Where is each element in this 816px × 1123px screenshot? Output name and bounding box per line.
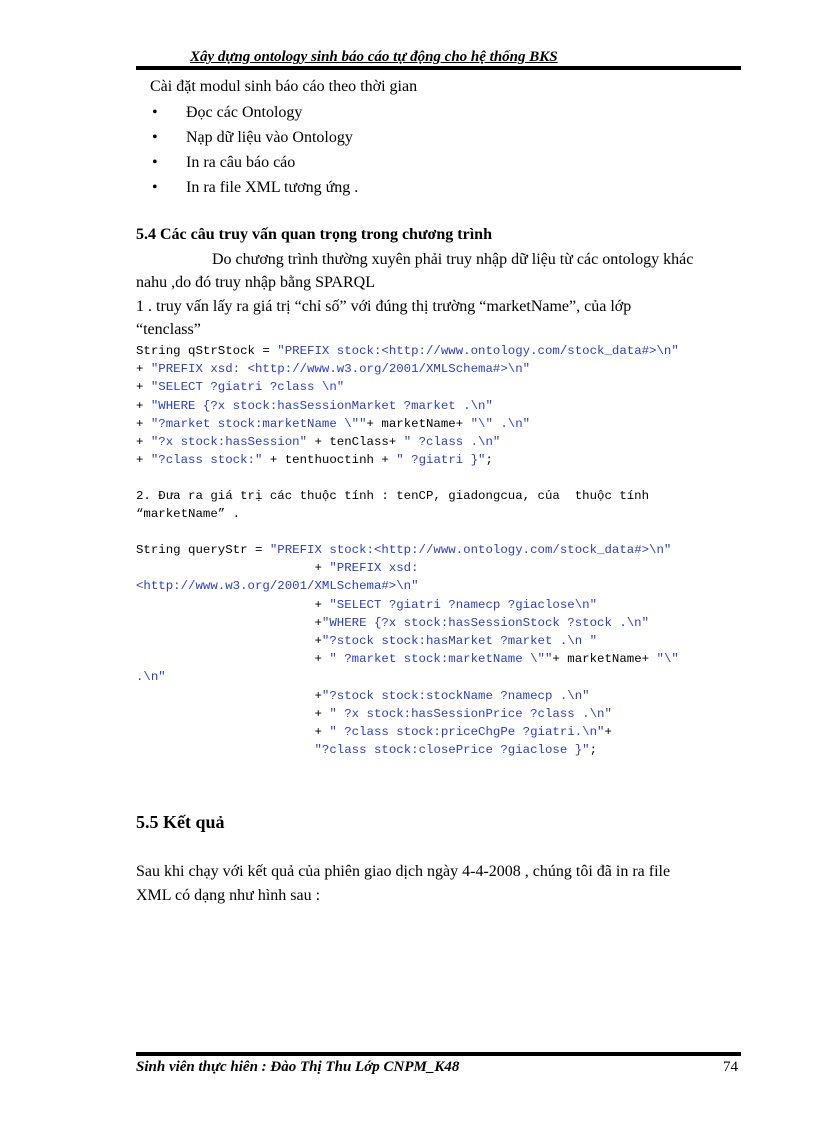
paragraph-line: XML có dạng như hình sau : xyxy=(136,887,321,904)
list-item: • Đọc các Ontology xyxy=(152,100,358,125)
code-line: + " ?market stock:marketName \""+ marketName+ "\" xyxy=(136,652,679,667)
page-header-title: Xây dựng ontology sinh báo cáo tự động cho hệ thống BKS xyxy=(190,49,558,65)
bullet-icon: • xyxy=(152,129,158,146)
section-heading-5-5: 5.5 Kết quả xyxy=(136,812,225,832)
paragraph-line: Sau khi chạy với kết quả của phiên giao dịch ngày 4-4-2008 , chúng tôi đã in ra file xyxy=(136,863,671,880)
code-block-query-2 xyxy=(136,541,679,759)
bullet-icon: • xyxy=(152,179,158,196)
query-item-1-title-cont: “tenclass” xyxy=(136,321,201,338)
paragraph-line: Do chương trình thường xuyên phải truy nhập dữ liệu từ các ontology khác xyxy=(212,251,694,268)
query-item-2-title: 2. Đưa ra giá trị các thuộc tính : tenCP, giadongcua, của thuộc tính “marketName” . xyxy=(136,489,650,522)
bullet-icon: • xyxy=(152,104,158,121)
code-line: + "?market stock:marketName \""+ marketName+ "\" .\n" xyxy=(136,416,531,431)
code-line: +"?stock stock:hasMarket ?market .\n " xyxy=(136,634,598,649)
code-line: + "WHERE {?x stock:hasSessionMarket ?market .\n" xyxy=(136,398,493,413)
code-line: +"WHERE {?x stock:hasSessionStock ?stock .\n" xyxy=(136,615,650,630)
paragraph-line: nahu ,do đó truy nhập bằng SPARQL xyxy=(136,274,375,291)
footer-rule xyxy=(136,1052,741,1056)
header-rule xyxy=(136,66,741,70)
code-line: + "PREFIX xsd: <http://www.w3.org/2001/XMLSchema#>\n" xyxy=(136,362,531,377)
code-line: + "PREFIX xsd: xyxy=(136,561,419,576)
code-line: + "SELECT ?giatri ?namecp ?giaclose\n" xyxy=(136,597,598,612)
list-item: • In ra file XML tương ứng . xyxy=(152,175,358,200)
section-heading-5-4: 5.4 Các câu truy vấn quan trọng trong chương trình xyxy=(136,226,492,243)
footer-author: Sinh viên thực hiên : Đào Thị Thu Lớp CNPM_K48 xyxy=(136,1059,460,1075)
page-number: 74 xyxy=(723,1059,738,1075)
code-line: .\n" xyxy=(136,670,166,685)
code-line: String queryStr = "PREFIX stock:<http://www.ontology.com/stock_data#>\n" xyxy=(136,543,672,557)
code-block-query-1 xyxy=(136,342,679,469)
bullet-icon: • xyxy=(152,154,158,171)
intro-bullet-list xyxy=(152,100,358,200)
code-line: +"?stock stock:stockName ?namecp .\n" xyxy=(136,688,590,703)
code-line: + "?x stock:hasSession" + tenClass+ " ?class .\n" xyxy=(136,435,501,450)
code-line: <http://www.w3.org/2001/XMLSchema#>\n" xyxy=(136,579,419,594)
query-item-1-title: 1 . truy vấn lấy ra giá trị “chỉ số” với đúng thị trường “marketName”, của lớp xyxy=(136,298,632,315)
code-line: + " ?x stock:hasSessionPrice ?class .\n" xyxy=(136,706,612,721)
code-line: String qStrStock = "PREFIX stock:<http://www.ontology.com/stock_data#>\n" xyxy=(136,344,679,358)
list-item: • In ra câu báo cáo xyxy=(152,150,358,175)
code-line: "?class stock:closePrice ?giaclose }"; xyxy=(314,743,598,758)
code-line: + "SELECT ?giatri ?class \n" xyxy=(136,380,345,395)
list-item: • Nạp dữ liệu vào Ontology xyxy=(152,125,358,150)
code-line: + " ?class stock:priceChgPe ?giatri.\n"+ xyxy=(136,725,612,740)
intro-line: Cài đặt modul sinh báo cáo theo thời gian xyxy=(150,78,418,95)
code-line: + "?class stock:" + tenthuoctinh + " ?giatri }"; xyxy=(136,453,493,468)
